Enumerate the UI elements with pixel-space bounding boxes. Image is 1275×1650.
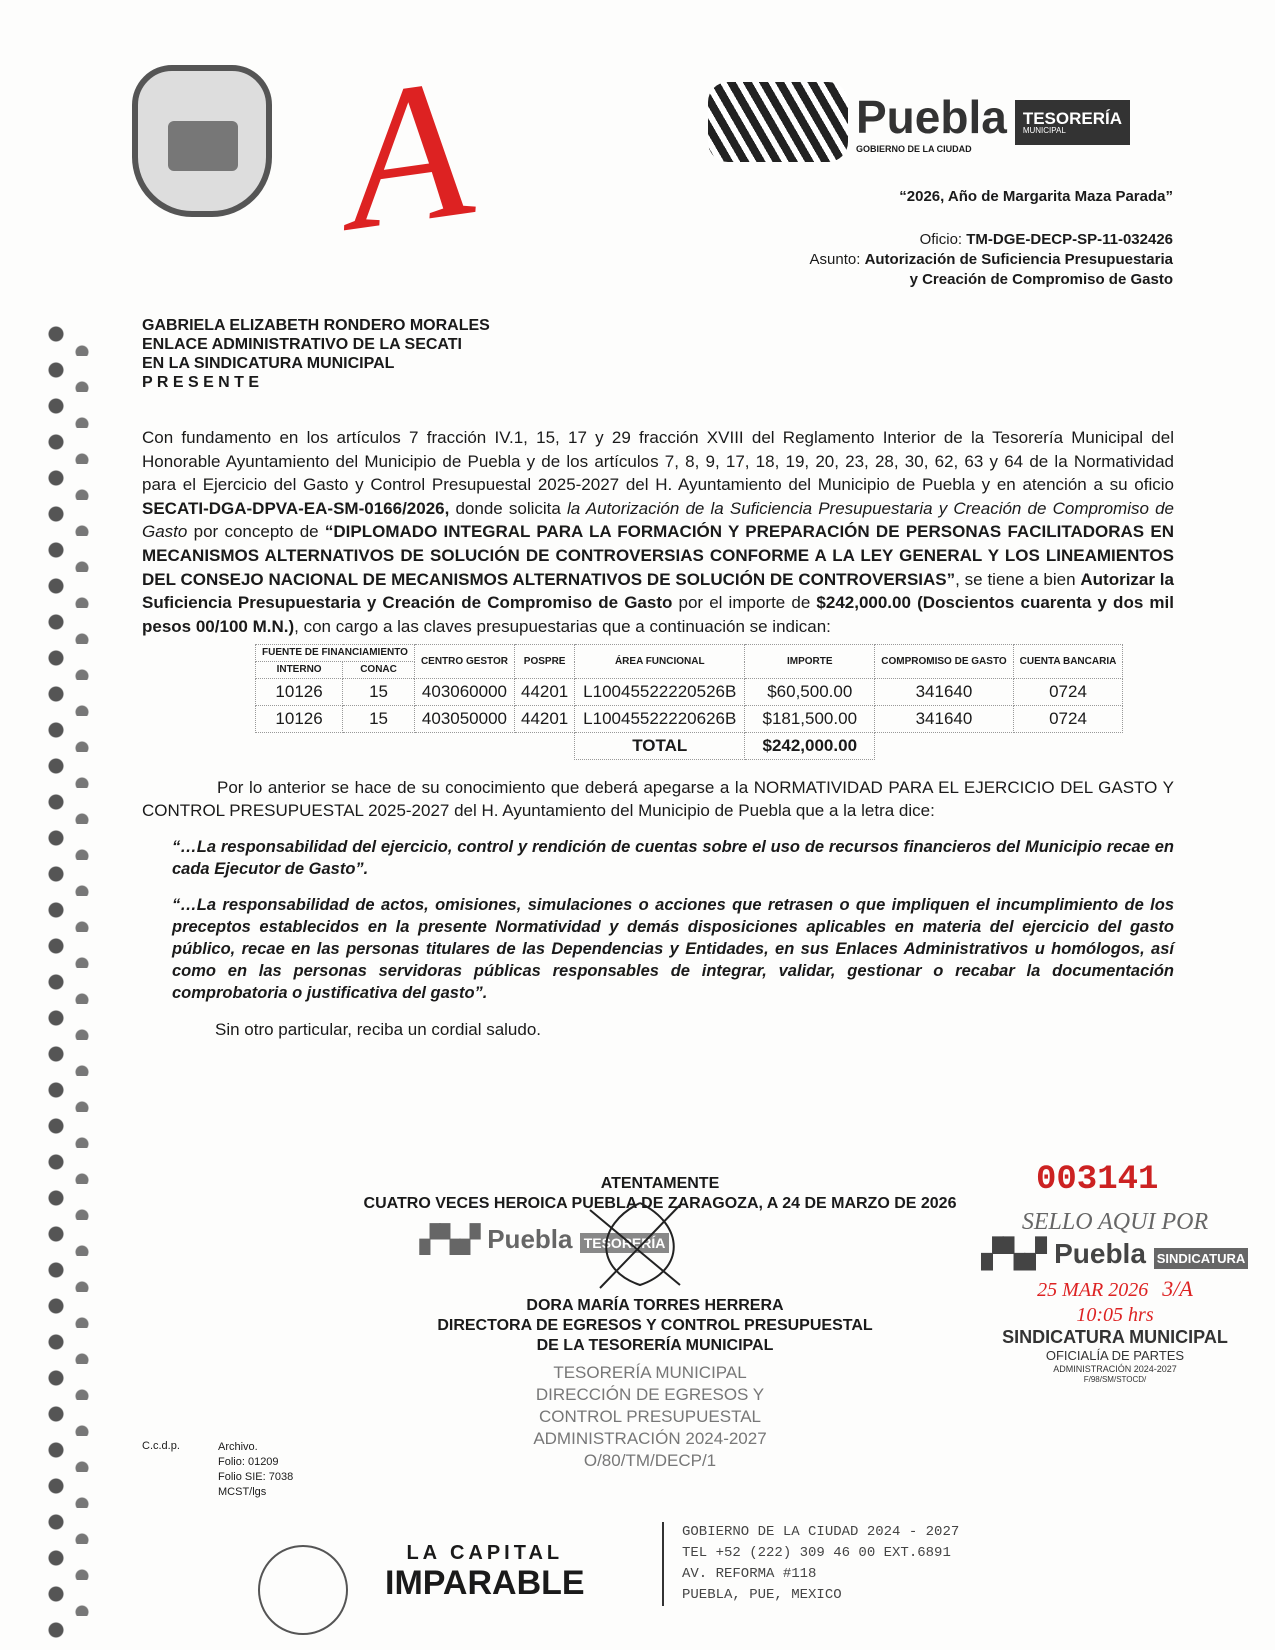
received-time: 10:05 hrs	[1076, 1303, 1154, 1326]
tesoreria-logo	[708, 82, 1130, 162]
total-label: TOTAL	[575, 733, 745, 760]
decorative-border	[38, 320, 100, 1640]
cell: 10126	[256, 706, 343, 733]
addressee-presente: P R E S E N T E	[142, 374, 260, 391]
signer-block	[405, 1296, 905, 1356]
brand-line1: LA CAPITAL	[406, 1542, 564, 1564]
logo-box-sub: MUNICIPAL	[1022, 125, 1066, 135]
sind-line: F/98/SM/STOCD/	[1083, 1374, 1147, 1384]
stamp-line: DIRECCIÓN DE EGRESOS Y	[535, 1385, 765, 1404]
logo-box: TESORERÍA	[1022, 108, 1123, 128]
footer-line: TEL +52 (222) 309 46 00 EXT.6891	[682, 1545, 951, 1561]
quote-2: “…La responsabilidad de actos, omisiones, simulaciones o acciones que retrasen o que impliquen el incumplimiento de los preceptos establecidos en la presente Normatividad y demás disposiciones aplicables en materia del ejercicio del gasto público, recae en las personas titulares de las Dependencias y Entidades, en sus Enlaces Administrativos u homólogos, así como en las personas servidoras públicas responsables de integrar, validar, gestionar o recabar la documentación comprobatoria o justificativa del gasto”.	[172, 896, 1174, 1003]
archive-line: Folio: 01209	[218, 1456, 279, 1468]
text: , con cargo a las claves presupuestarias que a continuación se indican:	[294, 616, 831, 636]
year-motto: “2026, Año de Margarita Maza Parada”	[899, 188, 1173, 205]
footer-line: PUEBLA, PUE, MEXICO	[682, 1587, 842, 1603]
asunto-label: Asunto:	[809, 251, 861, 268]
asunto-line1: Autorización de Suficiencia Presupuestaria	[864, 251, 1173, 268]
place-date: CUATRO VECES HEROICA PUEBLA DE ZARAGOZA, A 24 DE MARZO DE 2026	[363, 1195, 957, 1212]
th: CONAC	[343, 662, 415, 679]
text: Con fundamento en los artículos 7 fracción IV.1, 15, 17 y 29 fracción XVIII del Reglamento Interior de la Tesorería Municipal del Honorable Ayuntamiento del Municipio de Puebla y de los artículos 7, 8, 9, 17, 18, 19, 20, 23, 28, 30, 62, 63 y 64 de la Normatividad para el Ejercicio del Gasto y Control Presupuestal 2025-2027 del H. Ayuntamiento del Municipio de Puebla y en atención a su oficio	[142, 428, 1174, 495]
sind-logo-row: ▞▚▞ Puebla SINDICATURA	[975, 1237, 1255, 1271]
th: INTERNO	[256, 662, 343, 679]
initials: 3/A	[1162, 1276, 1193, 1302]
text: Por lo anterior se hace de su conocimiento que deberá apegarse a la NORMATIVIDAD PARA EL EJERCICIO DEL GASTO Y CONTROL PRESUPUESTAL 2025-2027 del H. Ayuntamiento del Municipio de Puebla que a la letra dice:	[142, 778, 1174, 821]
th: POSPRE	[514, 645, 574, 679]
cell: 403060000	[414, 679, 514, 706]
th: CUENTA BANCARIA	[1013, 645, 1123, 679]
oficio-label: Oficio:	[919, 231, 963, 248]
cell: L10045522220526B	[575, 679, 745, 706]
tesoreria-stamp	[480, 1362, 820, 1472]
addressee-org: EN LA SINDICATURA MUNICIPAL	[142, 355, 395, 372]
th: COMPROMISO DE GASTO	[875, 645, 1013, 679]
sindicatura-stamp	[975, 1208, 1255, 1384]
handwritten-a-mark: A	[330, 36, 482, 273]
cell: 44201	[514, 706, 574, 733]
th: IMPORTE	[745, 645, 875, 679]
signer-name: DORA MARÍA TORRES HERRERA	[526, 1297, 784, 1314]
stamp-line: ADMINISTRACIÓN 2024-2027	[533, 1429, 767, 1448]
date-row	[975, 1276, 1255, 1302]
logo-sub: GOBIERNO DE LA CIUDAD	[856, 144, 972, 154]
signature	[580, 1200, 700, 1290]
closing: Sin otro particular, reciba un cordial saludo.	[215, 1020, 542, 1040]
municipal-seal	[132, 65, 272, 217]
puebla-emblem-icon	[708, 82, 848, 162]
text: la Autorización de la Suficiencia Presupuestaria y Creación de Compromiso de Gasto	[142, 498, 1174, 542]
cell: $181,500.00	[745, 706, 875, 733]
cell: 44201	[514, 679, 574, 706]
brand-mark	[385, 1538, 585, 1602]
archive-line: MCST/lgs	[218, 1486, 267, 1498]
oficio-ref: SECATI-DGA-DPVA-EA-SM-0166/2026,	[142, 498, 450, 518]
concept: “DIPLOMADO INTEGRAL PARA LA FORMACIÓN Y PREPARACIÓN DE PERSONAS FACILITADORAS EN MECANISMOS ALTERNATIVOS DE SOLUCIÓN DE CONTROVERSIAS CONFORME A LA LEY GENERAL Y LOS LINEAMIENTOS DEL CONSEJO NACIONAL DE MECANISMOS ALTERNATIVOS DE SOLUCIÓN DE CONTROVERSIAS”	[142, 522, 1174, 589]
stamp-logo-name: Puebla	[487, 1224, 573, 1254]
stamp-line: CONTROL PRESUPUESTAL	[539, 1407, 761, 1426]
text: por el importe de	[672, 593, 817, 613]
stamp-line: TESORERÍA MUNICIPAL	[553, 1363, 747, 1382]
archive-line: Folio SIE: 7038	[218, 1471, 294, 1483]
oficio-number: TM-DGE-DECP-SP-11-032426	[966, 231, 1173, 248]
total-value: $242,000.00	[745, 733, 875, 760]
cell: 0724	[1013, 706, 1123, 733]
amount: $242,000.00 (Doscientos cuarenta y dos mil pesos 00/100 M.N.)	[142, 593, 1174, 636]
cell: 341640	[875, 679, 1013, 706]
sind-line: ADMINISTRACIÓN 2024-2027	[1053, 1363, 1177, 1374]
ccdp-label: C.c.d.p.	[142, 1440, 180, 1452]
cell: L10045522220626B	[575, 706, 745, 733]
cell: 10126	[256, 679, 343, 706]
body-paragraph	[142, 426, 1174, 638]
atentamente: ATENTAMENTE	[600, 1175, 720, 1192]
text: por concepto de	[187, 522, 325, 542]
addressee-name: GABRIELA ELIZABETH RONDERO MORALES	[142, 317, 490, 334]
sind-line: SINDICATURA MUNICIPAL	[1002, 1326, 1228, 1347]
footer-line: AV. REFORMA #118	[682, 1566, 817, 1582]
archive-line: Archivo.	[218, 1441, 258, 1453]
signer-title: DIRECTORA DE EGRESOS Y CONTROL PRESUPUESTAL	[437, 1317, 873, 1334]
th: ÁREA FUNCIONAL	[575, 645, 745, 679]
stamp-logo-box: TESORERÍA	[580, 1233, 670, 1253]
table-row	[256, 679, 1123, 706]
cell: 15	[343, 706, 415, 733]
sind-line: OFICIALÍA DE PARTES	[1045, 1348, 1185, 1364]
footer-address	[662, 1522, 959, 1606]
addressee-title: ENLACE ADMINISTRATIVO DE LA SECATI	[142, 336, 462, 353]
budget-table	[255, 644, 1123, 760]
sind-logo: Puebla	[1054, 1237, 1146, 1269]
asunto-line2: y Creación de Compromiso de Gasto	[909, 271, 1173, 288]
stamp-logo: ▞▚▞ Puebla TESORERÍA	[420, 1222, 669, 1260]
text: donde solicita	[449, 498, 567, 518]
logo-name: Puebla	[856, 91, 1007, 143]
addressee	[142, 316, 490, 392]
quote-1: “…La responsabilidad del ejercicio, control y rendición de cuentas sobre el uso de recursos financieros del Municipio recae en cada Ejecutor de Gasto”.	[172, 838, 1174, 879]
footer-line: GOBIERNO DE LA CIUDAD 2024 - 2027	[682, 1524, 960, 1540]
tesoreria-box	[1015, 100, 1130, 145]
table-row	[256, 706, 1123, 733]
handwritten-note: SELLO AQUI POR	[1021, 1209, 1209, 1235]
stamp-line: O/80/TM/DECP/1	[583, 1451, 717, 1470]
cell: 341640	[875, 706, 1013, 733]
sind-box: SINDICATURA	[1154, 1248, 1249, 1269]
equality-seal-icon	[258, 1545, 348, 1635]
letter-body	[142, 426, 1174, 1040]
th-group: FUENTE DE FINANCIAMIENTO	[256, 645, 415, 662]
archive-block	[218, 1440, 293, 1500]
th: CENTRO GESTOR	[414, 645, 514, 679]
normatividad-paragraph	[142, 776, 1174, 822]
cell: 403050000	[414, 706, 514, 733]
brand-line2: IMPARABLE	[385, 1564, 585, 1602]
folio-stamp: 003141	[1036, 1161, 1159, 1199]
signer-org: DE LA TESORERÍA MUNICIPAL	[536, 1337, 774, 1354]
total-row	[256, 733, 1123, 760]
cell: 0724	[1013, 679, 1123, 706]
cell: $60,500.00	[745, 679, 875, 706]
text: Autorizar la Suficiencia Presupuestaria y Creación de Compromiso de Gasto	[142, 569, 1174, 613]
oficio-block	[810, 230, 1173, 290]
text: , se tiene a bien	[955, 569, 1081, 589]
cell: 15	[343, 679, 415, 706]
received-date: 25 MAR 2026	[1037, 1279, 1149, 1302]
